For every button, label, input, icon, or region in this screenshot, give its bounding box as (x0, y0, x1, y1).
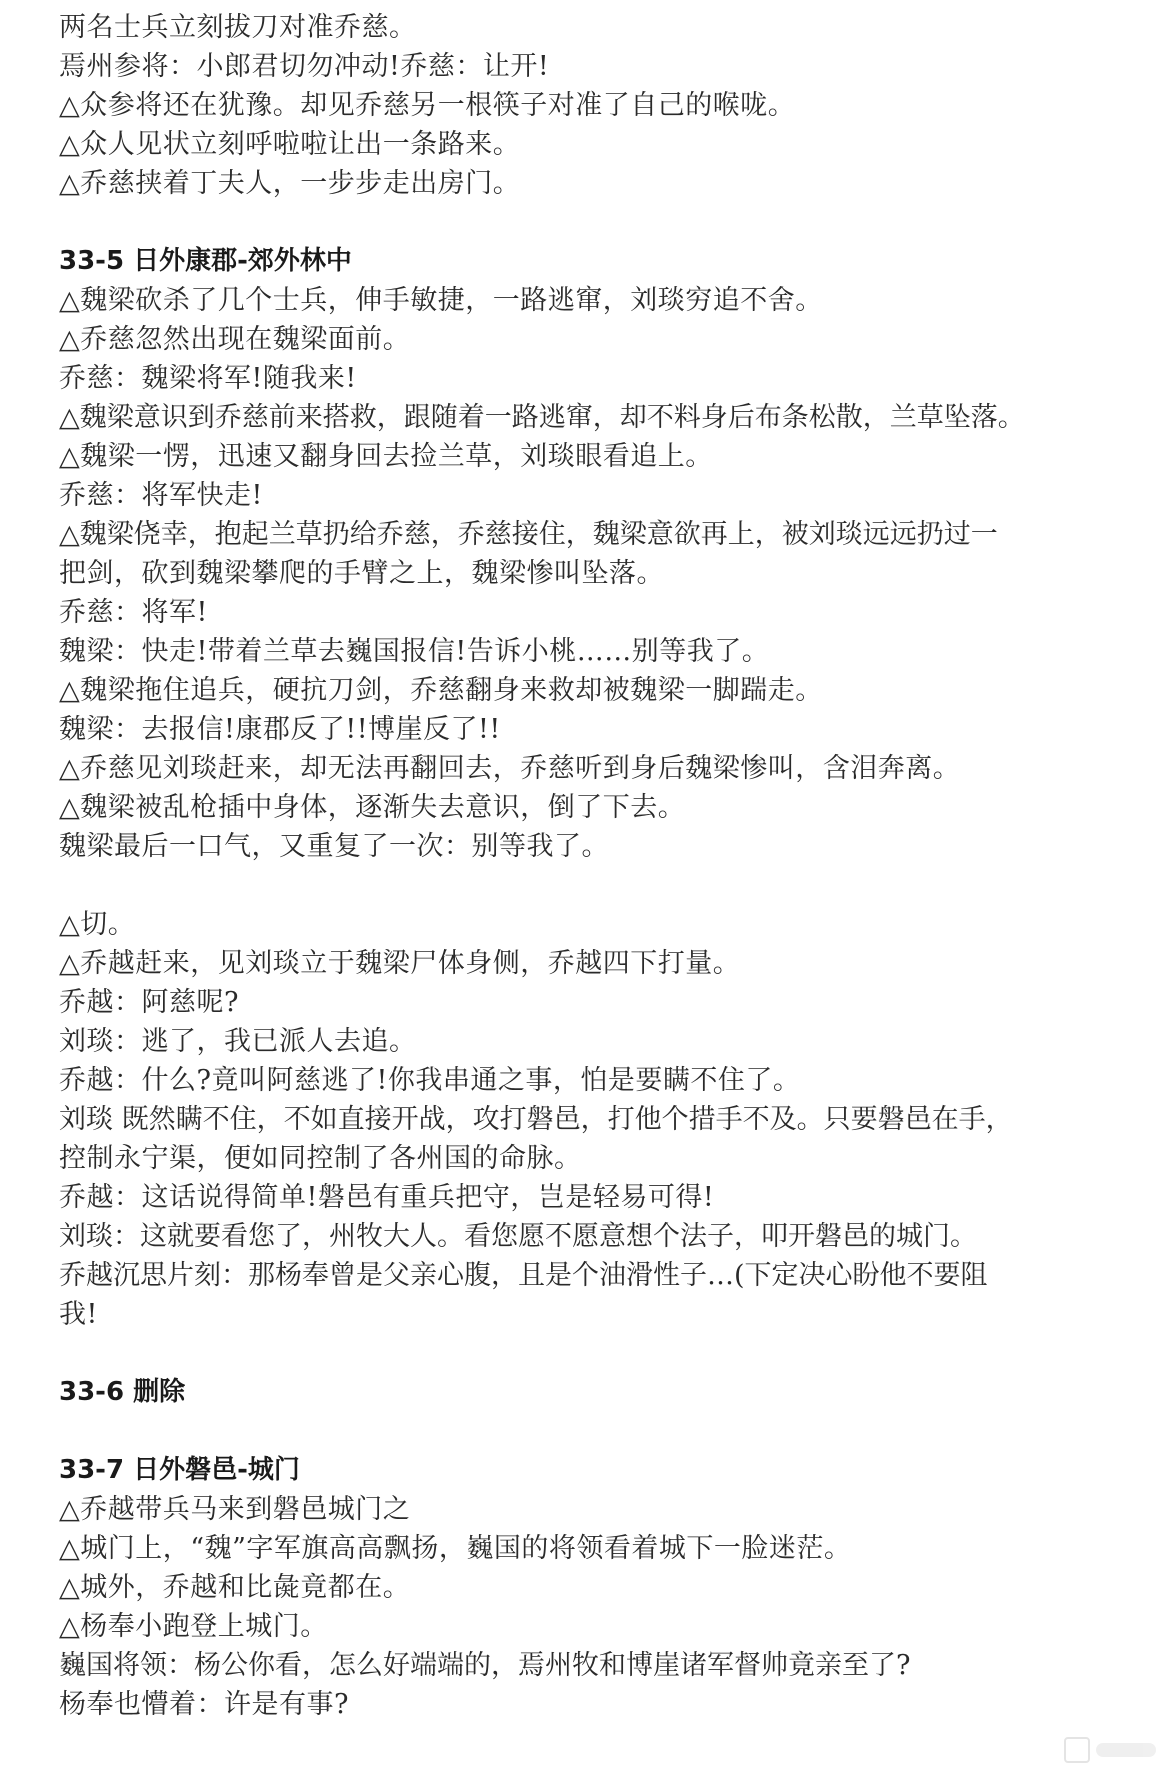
blank-line (59, 1412, 1139, 1451)
text-line: △众人见状立刻呼啦啦让出一条路来。 (59, 129, 521, 160)
text-line: 刘琰 既然瞒不住，不如直接开战，攻打磐邑，打他个措手不及。只要磐邑在手， (59, 1104, 1013, 1135)
text-line: △魏梁意识到乔慈前来搭救，跟随着一路逃窜，却不料身后布条松散，兰草坠落。 (59, 402, 1025, 433)
scene-heading: 33-5 日外康郡-郊外林中 (59, 246, 352, 276)
blank-line (59, 1334, 1139, 1373)
text-line: 巍国将领：杨公你看，怎么好端端的，焉州牧和博崖诸军督帅竟亲至了? (59, 1650, 911, 1681)
text-line: △魏梁砍杀了几个士兵，伸手敏捷，一路逃窜，刘琰穷追不舍。 (59, 285, 823, 316)
text-line: △魏梁一愣，迅速又翻身回去捡兰草，刘琰眼看追上。 (59, 441, 713, 472)
text-line: 乔慈：将军快走! (59, 480, 263, 511)
text-line: 杨奉也懵着：许是有事? (59, 1689, 349, 1720)
text-line: 魏梁：快走!带着兰草去巍国报信!告诉小桃……别等我了。 (59, 636, 770, 667)
text-line: 乔慈：将军! (59, 597, 208, 628)
text-line: 乔越：阿慈呢? (59, 987, 239, 1018)
watermark-bar (1096, 1743, 1156, 1757)
text-line: 刘琰：逃了，我已派人去追。 (59, 1026, 417, 1057)
text-line: △乔慈见刘琰赶来，却无法再翻回去，乔慈听到身后魏梁惨叫，含泪奔离。 (59, 753, 961, 784)
text-line: 我! (59, 1299, 98, 1330)
text-line: △城外，乔越和比彘竟都在。 (59, 1572, 411, 1603)
script-document (59, 8, 1139, 1724)
text-line: 两名士兵立刻拔刀对准乔慈。 (59, 12, 417, 43)
text-line: 魏梁：去报信!康郡反了!!博崖反了!! (59, 714, 501, 745)
text-line: 控制永宁渠，便如同控制了各州国的命脉。 (59, 1143, 582, 1174)
text-line: △魏梁被乱枪插中身体，逐渐失去意识，倒了下去。 (59, 792, 686, 823)
text-line: 乔越：什么?竟叫阿慈逃了!你我串通之事，怕是要瞒不住了。 (59, 1065, 801, 1096)
text-line: 刘琰：这就要看您了，州牧大人。看您愿不愿意想个法子，叩开磐邑的城门。 (59, 1221, 977, 1252)
blank-line (59, 203, 1139, 242)
blank-line (59, 866, 1139, 905)
text-line: △魏梁拖住追兵，硬抗刀剑，乔慈翻身来救却被魏梁一脚踹走。 (59, 675, 823, 706)
text-line: 乔越：这话说得简单!磐邑有重兵把守，岂是轻易可得! (59, 1182, 715, 1213)
watermark (1064, 1737, 1156, 1763)
text-line: 魏梁最后一口气，又重复了一次：别等我了。 (59, 831, 609, 862)
text-line: △乔越带兵马来到磐邑城门之 (59, 1494, 411, 1525)
scene-heading: 33-6 删除 (59, 1377, 186, 1407)
text-line: △切。 (59, 909, 136, 940)
text-line: 乔慈：魏梁将军!随我来! (59, 363, 357, 394)
text-line: △城门上，“魏”字军旗高高飘扬，巍国的将领看着城下一脸迷茫。 (59, 1533, 852, 1564)
text-line: 焉州参将：小郎君切勿冲动!乔慈：让开! (59, 51, 550, 82)
text-line: △乔越赶来，见刘琰立于魏梁尸体身侧，乔越四下打量。 (59, 948, 741, 979)
text-line: △众参将还在犹豫。却见乔慈另一根筷子对准了自己的喉咙。 (59, 90, 796, 121)
text-line: △乔慈挟着丁夫人，一步步走出房门。 (59, 168, 521, 199)
text-line: △魏梁侥幸，抱起兰草扔给乔慈，乔慈接住，魏梁意欲再上，被刘琰远远扔过一 (59, 519, 998, 550)
text-line: 乔越沉思片刻：那杨奉曾是父亲心腹，且是个油滑性子…(下定决心盼他不要阻 (59, 1260, 988, 1291)
scene-heading: 33-7 日外磐邑-城门 (59, 1455, 300, 1485)
text-line: △乔慈忽然出现在魏梁面前。 (59, 324, 411, 355)
text-line: 把剑，砍到魏梁攀爬的手臂之上，魏梁惨叫坠落。 (59, 558, 664, 589)
watermark-logo-icon (1064, 1737, 1090, 1763)
text-line: △杨奉小跑登上城门。 (59, 1611, 328, 1642)
